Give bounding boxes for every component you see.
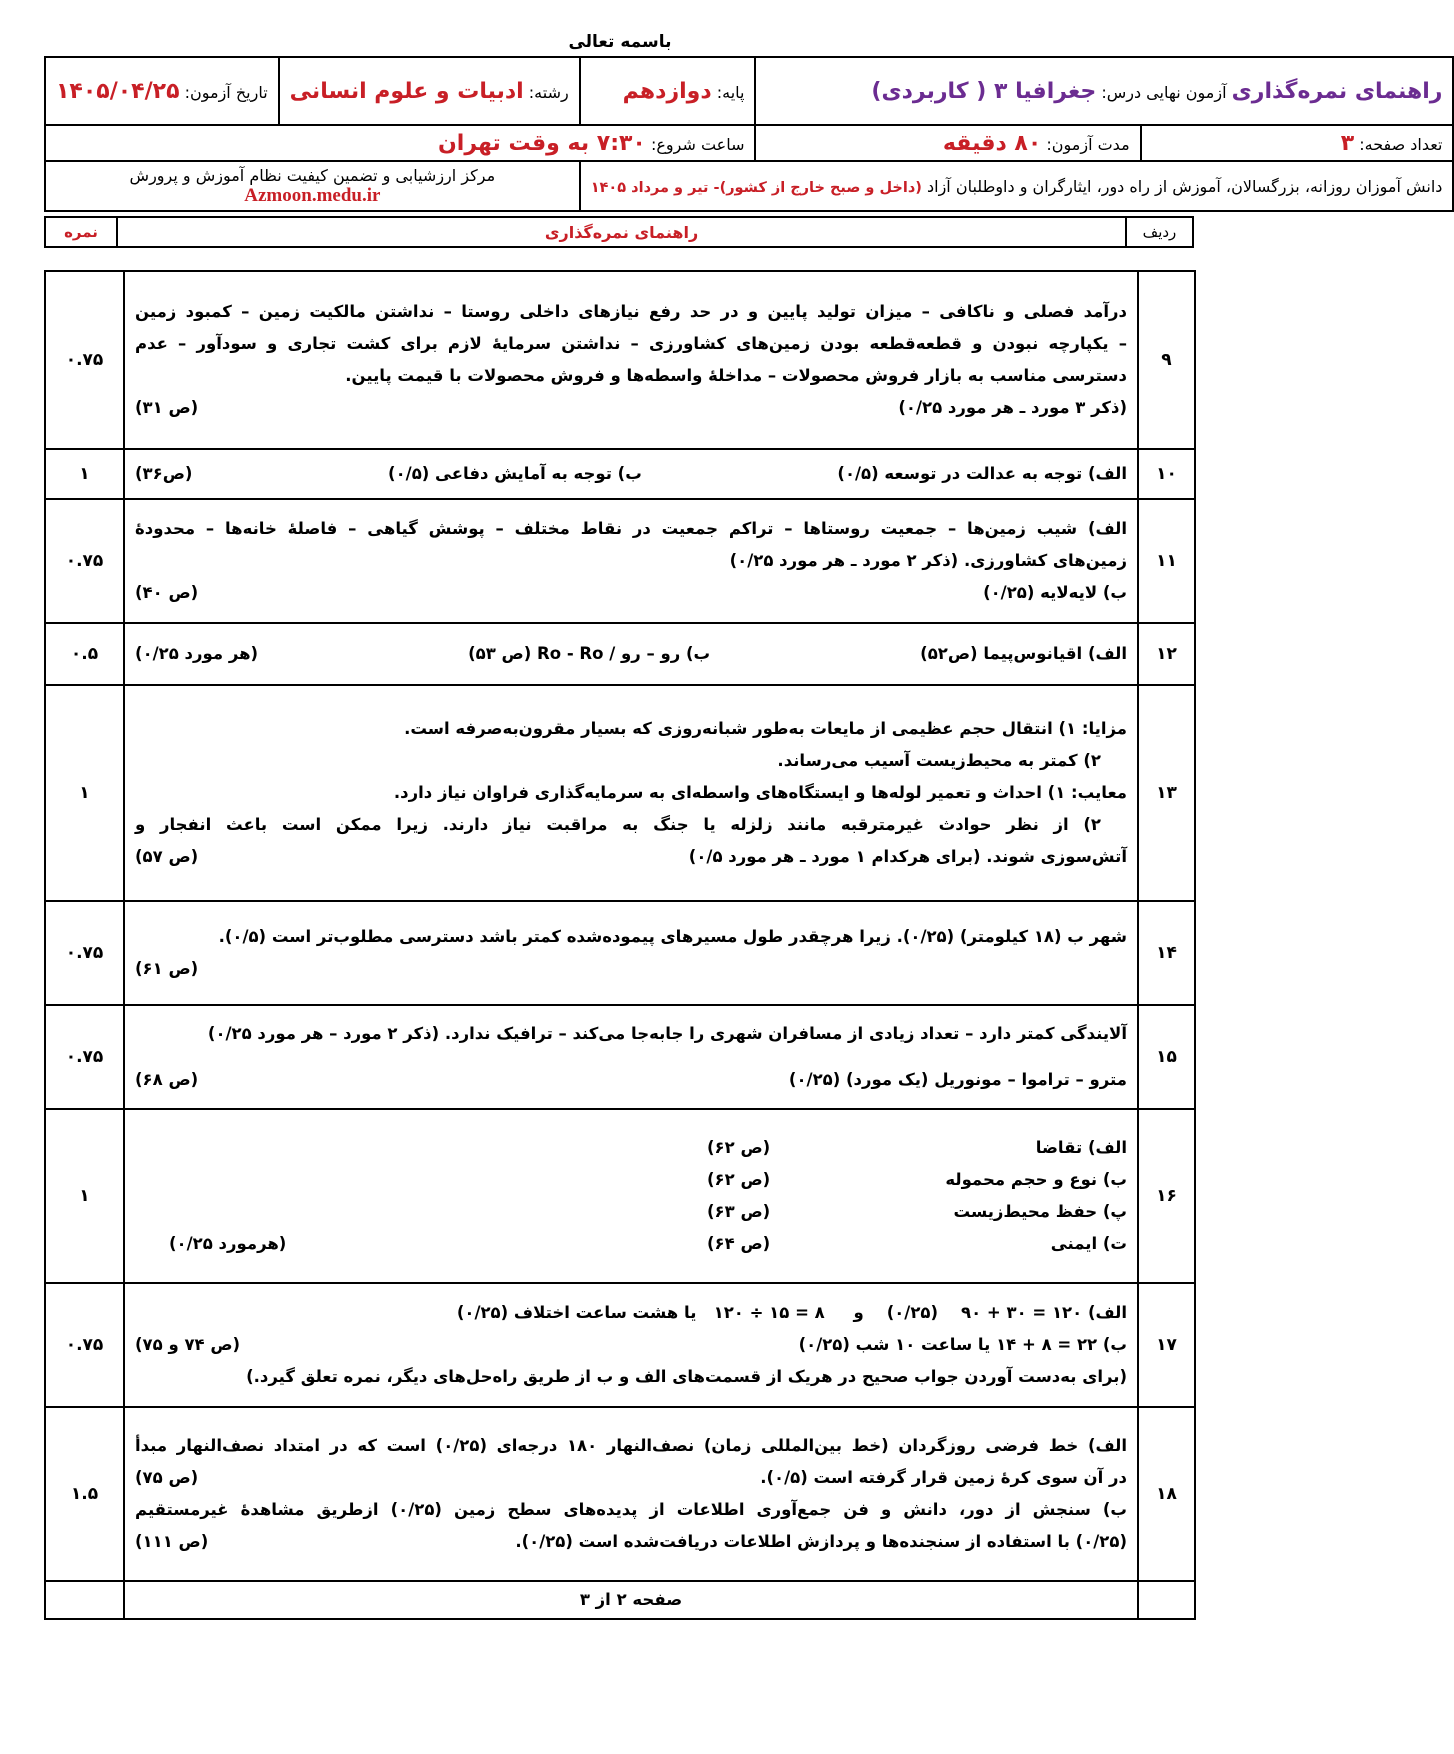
- answer-row: [45, 685, 1195, 901]
- answer-line: مزایا: ۱) انتقال حجم عظیمی از مایعات به‌طور شبانه‌روزی که بسیار مقرون‌به‌صرفه است.: [404, 719, 1127, 738]
- grade-cell: [580, 57, 756, 125]
- page-ref: (ص ۳۱): [135, 398, 199, 417]
- row-number: ۱۷: [1138, 1283, 1195, 1407]
- page-number: صفحه ۲ از ۳: [124, 1581, 1138, 1619]
- answer-line: آتش‌سوزی شوند. (برای هرکدام ۱ مورد ـ هر مورد ۰/۵): [688, 847, 1127, 866]
- answer-table: [44, 270, 1196, 1620]
- column-header: [44, 216, 1194, 248]
- row-number: ۱۵: [1138, 1005, 1195, 1109]
- page-ref: (ص ۶۴): [707, 1234, 771, 1253]
- answer-row: [45, 623, 1195, 685]
- pages-label: تعداد صفحه:: [1359, 134, 1443, 154]
- answer-text: [124, 623, 1138, 685]
- answer-row: [45, 1005, 1195, 1109]
- score: ۱: [45, 685, 124, 901]
- score: ۰.۷۵: [45, 901, 124, 1005]
- answer-part: ب) رو – رو / Ro - Ro (ص ۵۳): [468, 644, 711, 663]
- empty-cell: [1138, 1581, 1195, 1619]
- answer-line: در آن سوی کرهٔ زمین قرار گرفته است (۰/۵).: [760, 1468, 1127, 1487]
- start-label: ساعت شروع:: [650, 134, 745, 154]
- row-number: ۱۰: [1138, 449, 1195, 499]
- answer-part: الف) اقیانوس‌پیما (ص۵۲): [920, 644, 1127, 663]
- page-ref: (ص ۷۵): [135, 1468, 199, 1487]
- date-value: ۱۴۰۵/۰۴/۲۵: [56, 78, 180, 104]
- answer-text: [124, 1109, 1138, 1283]
- page-ref: (ص ۷۴ و ۷۵): [135, 1335, 241, 1354]
- answer-line: ب) لایه‌لایه (۰/۲۵): [983, 583, 1127, 602]
- answer-line: – یکپارچه نبودن و قطعه‌قطعه بودن زمین‌های کشاورزی – نداشتن سرمایهٔ لازم برای کشت تجاری و سودآور – عدم: [135, 334, 1127, 353]
- score: ۰.۷۵: [45, 1005, 124, 1109]
- score: ۱: [45, 449, 124, 499]
- list-item: ت) ایمنی: [1050, 1234, 1127, 1253]
- answer-line: دسترسی مناسب به بازار فروش محصولات – مداخلهٔ واسطه‌ها و فروش محصولات با قیمت پایین.: [345, 366, 1127, 385]
- subject-cell: [755, 57, 1453, 125]
- answer-row: [45, 499, 1195, 623]
- date-label: تاریخ آزمون:: [184, 82, 268, 102]
- students-cell: [580, 161, 1454, 211]
- row-number: ۱۸: [1138, 1407, 1195, 1581]
- page-ref: (ص ۶۸): [135, 1070, 199, 1089]
- empty-cell: [45, 1581, 124, 1619]
- page-ref: (ص ۶۲): [707, 1170, 771, 1189]
- answer-row: [45, 901, 1195, 1005]
- field-label: رشته:: [528, 82, 569, 102]
- answer-line: درآمد فصلی و ناکافی – میزان تولید پایین و در حد رفع نیازهای داخلی روستا – نداشتن مالکیت زمین – کمبود زمین: [135, 302, 1127, 321]
- answer-row: [45, 271, 1195, 449]
- row-number: ۱۲: [1138, 623, 1195, 685]
- row-number: ۱۳: [1138, 685, 1195, 901]
- answer-line: زمین‌های کشاورزی. (ذکر ۲ مورد ـ هر مورد ۰/۲۵): [729, 551, 1127, 570]
- answer-line: (برای به‌دست آوردن جواب صحیح در هریک از قسمت‌های الف و ب از طریق راه‌حل‌های دیگر، نمره تعلق گیرد.): [246, 1367, 1127, 1386]
- answer-part: الف) توجه به عدالت در توسعه (۰/۵): [837, 464, 1127, 483]
- list-item: پ) حفظ محیط‌زیست: [953, 1202, 1127, 1221]
- score: ۰.۵: [45, 623, 124, 685]
- score-note: (هرمورد ۰/۲۵): [169, 1234, 287, 1253]
- pages-value: ۳: [1340, 130, 1355, 156]
- answer-line: ۲) از نظر حوادث غیرمترقبه مانند زلزله یا جنگ به مراقبت نیاز دارند. زیرا ممکن است باعث انفجار و: [135, 815, 1101, 834]
- row-number: ۱۱: [1138, 499, 1195, 623]
- col-guide: راهنمای نمره‌گذاری: [117, 217, 1126, 247]
- row-number: ۹: [1138, 271, 1195, 449]
- field-cell: [279, 57, 580, 125]
- score: ۱: [45, 1109, 124, 1283]
- score: ۰.۷۵: [45, 271, 124, 449]
- center-cell: [45, 161, 580, 211]
- date-cell: [45, 57, 279, 125]
- score: ۰.۷۵: [45, 1283, 124, 1407]
- answer-row: [45, 1407, 1195, 1581]
- row-number: ۱۴: [1138, 901, 1195, 1005]
- answer-items: [907, 1132, 1127, 1260]
- center-name: مرکز ارزشیابی و تضمین کیفیت نظام آموزش و پرورش: [129, 165, 496, 185]
- row-number: ۱۶: [1138, 1109, 1195, 1283]
- answer-line: معایب: ۱) احداث و تعمیر لوله‌ها و ایستگاه‌های واسطه‌ای به سرمایه‌گذاری فراوان نیاز دارد.: [393, 783, 1127, 802]
- answer-line: الف) ۱۲۰ = ۳۰ + ۹۰ (۰/۲۵) و ۸ = ۱۵ ÷ ۱۲۰ یا هشت ساعت اختلاف (۰/۲۵): [456, 1303, 1127, 1322]
- answer-text: [124, 1407, 1138, 1581]
- page-ref: (ص ۱۱۱): [135, 1532, 209, 1551]
- answer-text: [124, 1283, 1138, 1407]
- page-ref: (ص۳۶): [135, 464, 193, 483]
- answer-line: ب) ۲۲ = ۸ + ۱۴ یا ساعت ۱۰ شب (۰/۲۵): [798, 1335, 1127, 1354]
- answer-line: ۲) کمتر به محیط‌زیست آسیب می‌رساند.: [777, 751, 1101, 770]
- note-wrap: [135, 1132, 667, 1260]
- answer-text: [124, 1005, 1138, 1109]
- answer-text: [124, 449, 1138, 499]
- students-desc: دانش آموزان روزانه، بزرگسالان، آموزش از راه دور، ایثارگران و داوطلبان آزاد: [927, 176, 1443, 196]
- exam-header: [44, 56, 1454, 212]
- duration-value: ۸۰ دقیقه: [942, 130, 1042, 156]
- score: ۰.۷۵: [45, 499, 124, 623]
- score: ۱.۵: [45, 1407, 124, 1581]
- duration-cell: [755, 125, 1140, 161]
- start-value: ۷:۳۰ به وقت تهران: [438, 130, 646, 156]
- footer-row: [45, 1581, 1195, 1619]
- pages-cell: [1141, 125, 1454, 161]
- start-cell: [45, 125, 755, 161]
- answer-text: [124, 499, 1138, 623]
- guide-label: راهنمای نمره‌گذاری: [1231, 78, 1443, 104]
- answer-line: الف) خط فرضی روزگردان (خط بین‌المللی زمان) نصف‌النهار ۱۸۰ درجه‌ای (۰/۲۵) است که در امتداد نصف‌النهار مبدأ: [135, 1436, 1127, 1455]
- col-score: نمره: [45, 217, 117, 247]
- answer-row: [45, 449, 1195, 499]
- item-refs: [667, 1132, 907, 1260]
- duration-label: مدت آزمون:: [1046, 134, 1130, 154]
- page-ref: (ص ۵۷): [135, 847, 199, 866]
- session-info: (داخل و صبح خارج از کشور)- تیر و مرداد ۱۴۰۵: [590, 179, 922, 196]
- website-link[interactable]: Azmoon.medu.ir: [244, 184, 381, 206]
- answer-line: (۰/۲۵) با استفاده از سنجنده‌ها و پردازش اطلاعات دریافت‌شده است (۰/۲۵).: [515, 1532, 1127, 1551]
- answer-line: آلایندگی کمتر دارد – تعداد زیادی از مسافران شهری را جابه‌جا می‌کند – ترافیک ندارد. (ذکر ۲ مورد – هر مورد ۰/۲۵): [207, 1024, 1127, 1043]
- page-ref: (ص ۶۳): [707, 1202, 771, 1221]
- grade-label: پایه:: [716, 82, 745, 102]
- top-title: باسمه تعالی: [568, 32, 672, 52]
- answer-text: [124, 901, 1138, 1005]
- answer-text: [124, 271, 1138, 449]
- score-note: (هر مورد ۰/۲۵): [135, 644, 259, 663]
- answer-line: (ذکر ۳ مورد ـ هر مورد ۰/۲۵): [898, 398, 1127, 417]
- answer-line: شهر ب (۱۸ کیلومتر) (۰/۲۵). زیرا هرچقدر طول مسیرهای پیموده‌شده کمتر باشد دسترسی مطلوب‌تر است (۰/۵).: [218, 927, 1127, 946]
- grade-value: دوازدهم: [622, 78, 712, 104]
- page-ref: (ص ۶۲): [707, 1138, 771, 1157]
- field-value: ادبیات و علوم انسانی: [289, 78, 524, 104]
- answer-line: مترو – تراموا – مونوریل (یک مورد) (۰/۲۵): [788, 1070, 1127, 1089]
- answer-part: ب) توجه به آمایش دفاعی (۰/۵): [388, 464, 642, 483]
- page-ref: (ص ۴۰): [135, 583, 199, 602]
- answer-line: الف) شیب زمین‌ها – جمعیت روستاها – تراکم جمعیت در نقاط مختلف – پوشش گیاهی – فاصلهٔ خانه‌ها – محدودهٔ: [135, 519, 1127, 538]
- list-item: ب) نوع و حجم محموله: [945, 1170, 1127, 1189]
- answer-text: [124, 685, 1138, 901]
- list-item: الف) تقاضا: [1035, 1138, 1127, 1157]
- exam-label: آزمون نهایی درس:: [1101, 82, 1227, 102]
- answer-row: [45, 1283, 1195, 1407]
- subject-name: جغرافیا ۳ ( کاربردی): [871, 78, 1097, 104]
- col-row: ردیف: [1126, 217, 1193, 247]
- answer-line: ب) سنجش از دور، دانش و فن جمع‌آوری اطلاعات از پدیده‌های سطح زمین (۰/۲۵) ازطریق مشاهدهٔ غیرمستقیم: [135, 1500, 1128, 1519]
- answer-row: [45, 1109, 1195, 1283]
- page-ref: (ص ۶۱): [135, 959, 199, 978]
